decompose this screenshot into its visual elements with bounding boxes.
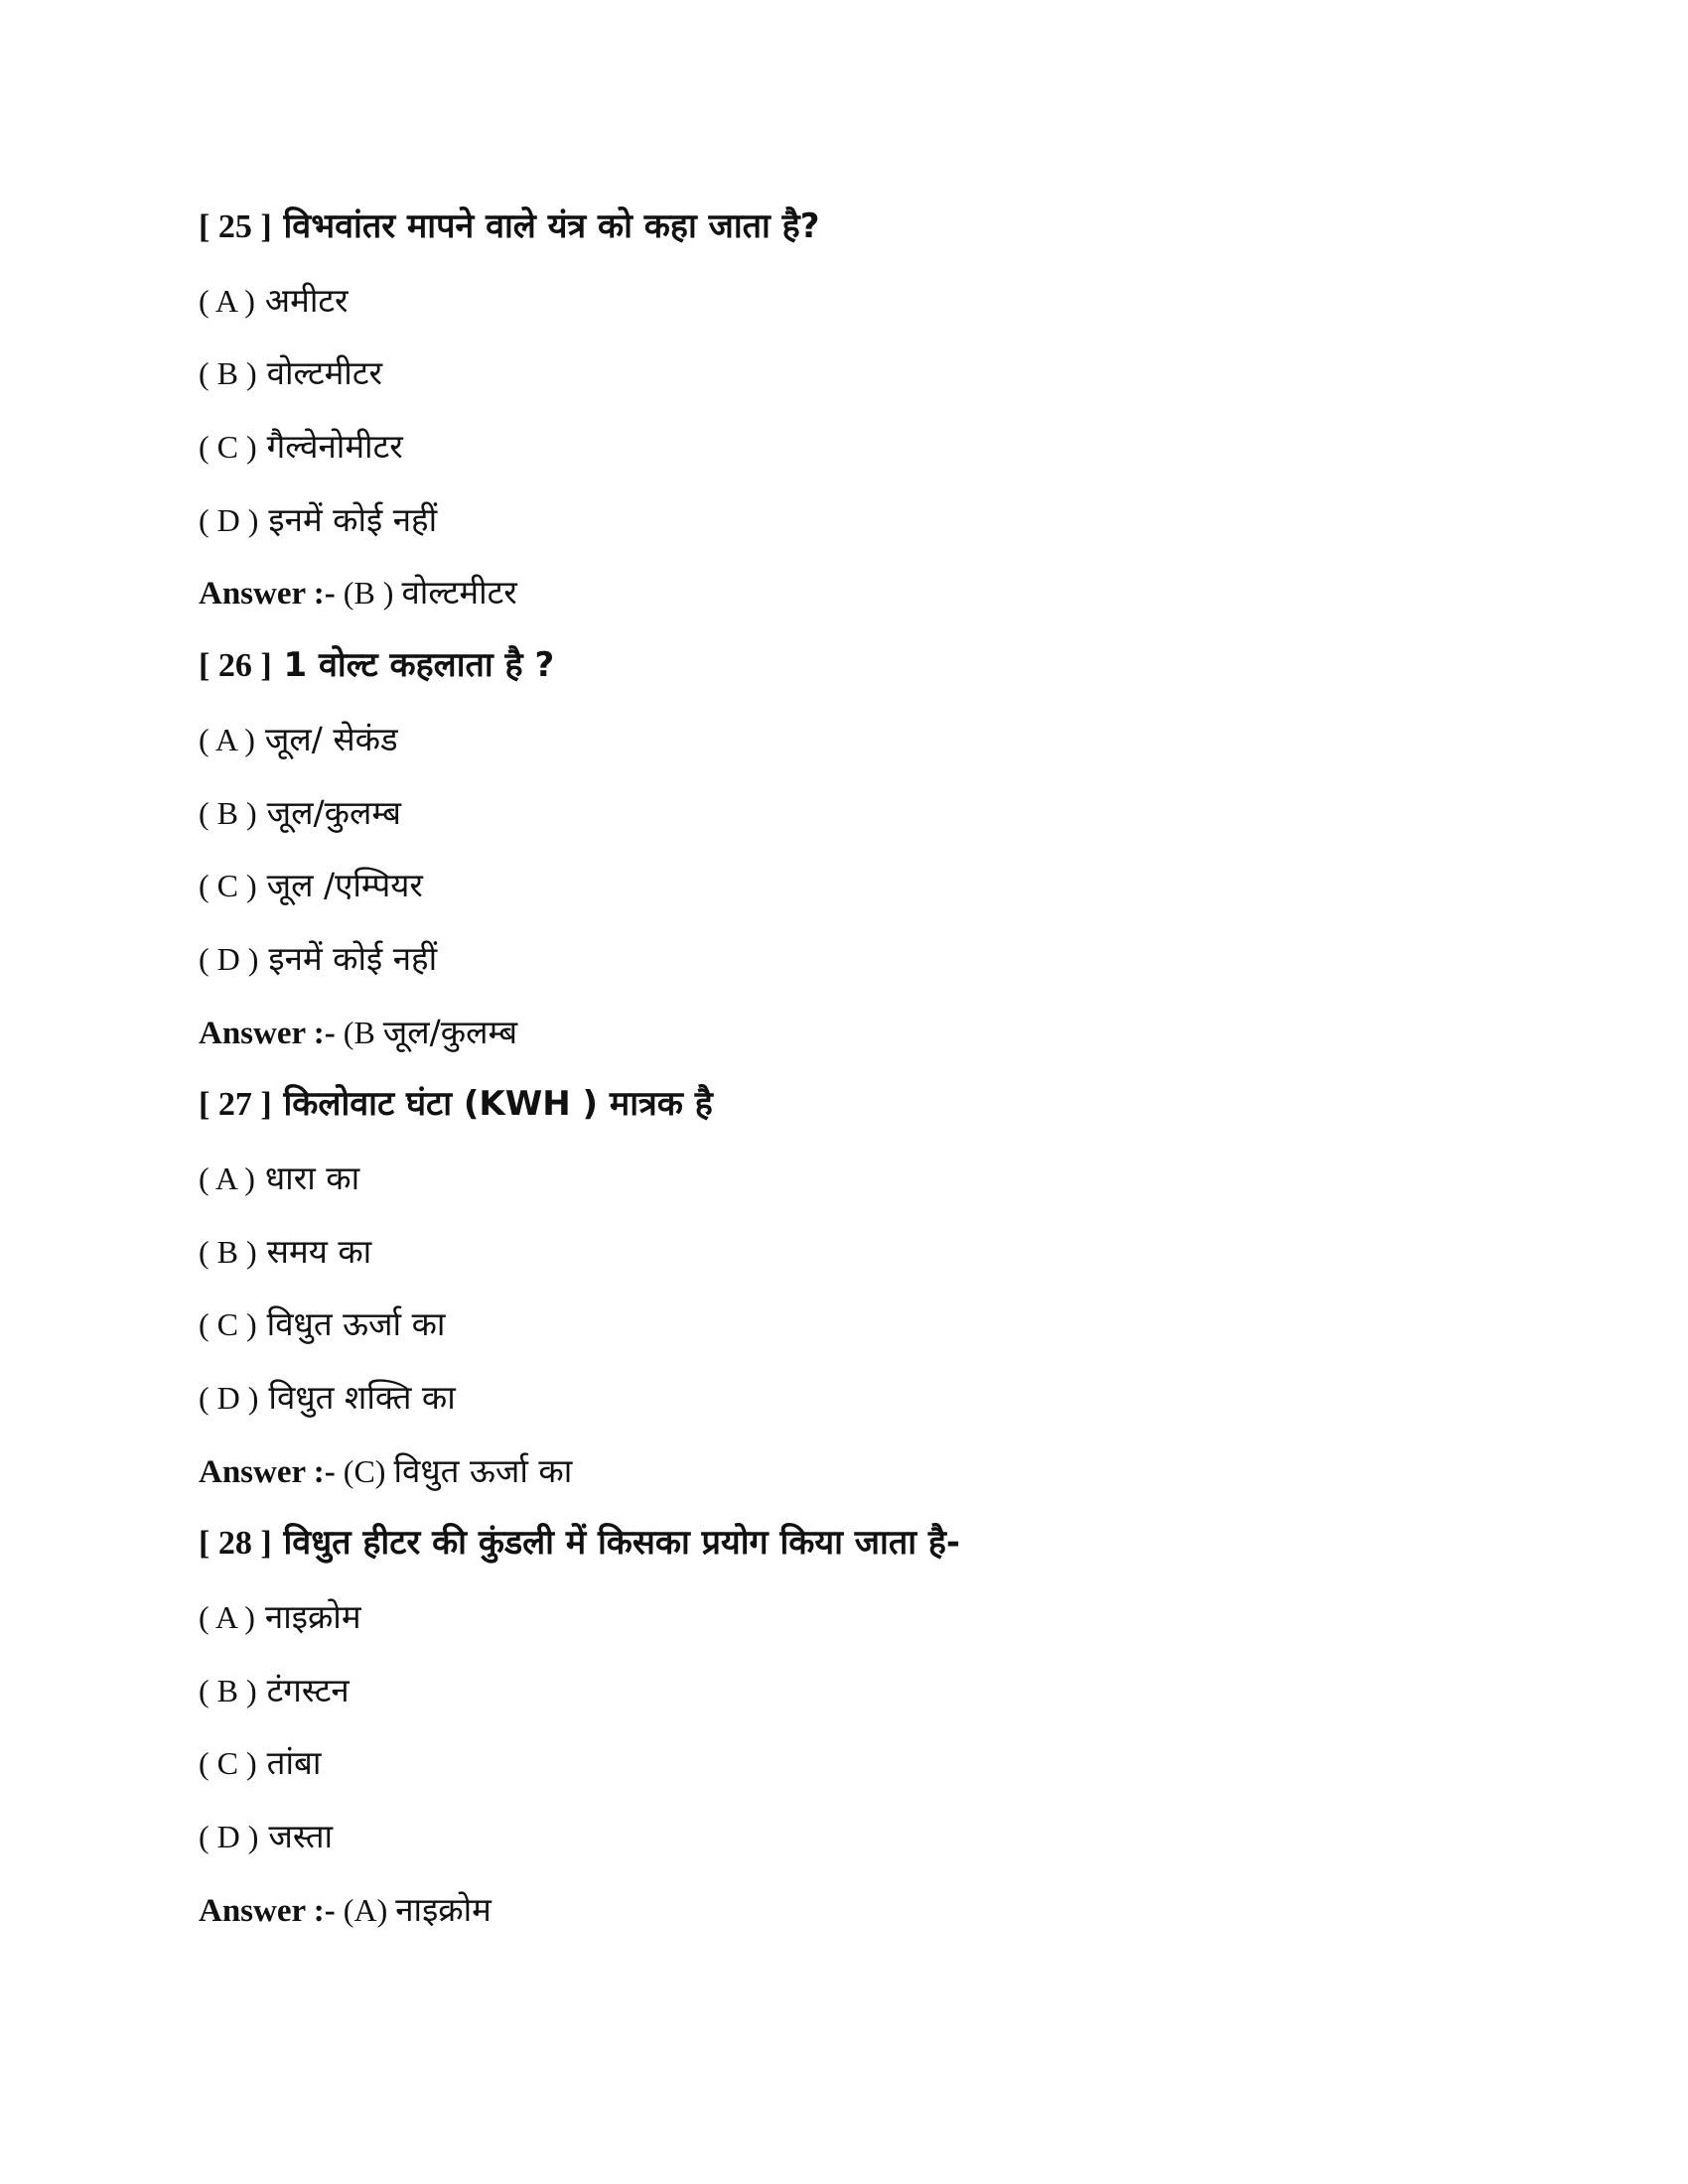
option-text: इनमें कोई नहीं	[268, 499, 438, 539]
question-heading	[199, 1068, 1589, 1142]
option-text: जस्ता	[268, 1817, 334, 1856]
question-number: [ 25 ]	[199, 208, 272, 245]
option-d	[199, 922, 1589, 996]
option-text: तांबा	[266, 1743, 322, 1783]
option-text: विधुत शक्ति का	[268, 1378, 456, 1417]
option-label: ( A )	[199, 1599, 255, 1636]
answer-line	[199, 1434, 1589, 1508]
option-text: समय का	[266, 1231, 372, 1271]
question-number: [ 26 ]	[199, 647, 272, 685]
answer-line	[199, 556, 1589, 629]
option-label: ( D )	[199, 1819, 259, 1855]
question-number: [ 27 ]	[199, 1086, 272, 1124]
answer-prefix: Answer :-	[199, 1453, 336, 1490]
question-text: विभवांतर मापने वाले यंत्र को कहा जाता है?	[283, 206, 820, 246]
option-text: गैल्वेनोमीटर	[266, 427, 403, 467]
option-c	[199, 849, 1589, 922]
option-text: इनमें कोई नहीं	[268, 938, 438, 978]
answer-text: नाइक्रोम	[395, 1889, 492, 1929]
option-d	[199, 1800, 1589, 1873]
option-c	[199, 410, 1589, 483]
question-block-25	[199, 191, 1589, 629]
option-label: ( B )	[199, 1672, 257, 1708]
option-b	[199, 776, 1589, 850]
answer-prefix: Answer :-	[199, 576, 336, 613]
option-text: जूल/कुलम्ब	[266, 792, 401, 832]
option-text: धारा का	[264, 1158, 360, 1197]
question-block-27	[199, 1068, 1589, 1507]
option-text: टंगस्टन	[266, 1670, 350, 1709]
option-a	[199, 1142, 1589, 1215]
option-b	[199, 1215, 1589, 1289]
answer-prefix: Answer :-	[199, 1892, 336, 1929]
question-text: 1 वोल्ट कहलाता है ?	[283, 645, 555, 686]
option-text: अमीटर	[264, 280, 349, 320]
option-label: ( B )	[199, 355, 257, 392]
question-text: विधुत हीटर की कुंडली में किसका प्रयोग किया जाता है-	[283, 1523, 961, 1564]
question-heading	[199, 629, 1589, 703]
option-d	[199, 483, 1589, 557]
answer-label: (A)	[343, 1891, 388, 1928]
answer-text: जूल/कुलम्ब	[382, 1012, 518, 1051]
option-label: ( A )	[199, 721, 255, 757]
option-d	[199, 1361, 1589, 1434]
option-label: ( D )	[199, 940, 259, 977]
answer-line	[199, 1873, 1589, 1947]
question-block-26	[199, 629, 1589, 1068]
option-label: ( C )	[199, 1306, 257, 1343]
option-c	[199, 1288, 1589, 1361]
option-label: ( B )	[199, 794, 257, 831]
question-heading	[199, 191, 1589, 264]
option-b	[199, 337, 1589, 410]
option-text: वोल्टमीटर	[266, 353, 382, 393]
question-block-28	[199, 1507, 1589, 1946]
option-text: नाइक्रोम	[264, 1597, 361, 1637]
answer-prefix: Answer :-	[199, 1015, 336, 1051]
answer-text: विधुत ऊर्जा का	[393, 1450, 573, 1490]
option-text: जूल/ सेकंड	[264, 719, 398, 758]
option-label: ( A )	[199, 1160, 255, 1196]
option-label: ( C )	[199, 868, 257, 904]
option-label: ( A )	[199, 282, 255, 319]
option-text: जूल /एम्पियर	[266, 866, 423, 905]
option-a	[199, 264, 1589, 338]
answer-label: (C)	[343, 1452, 386, 1489]
answer-label: (B	[343, 1014, 375, 1050]
option-label: ( D )	[199, 501, 259, 538]
answer-label: (B )	[343, 575, 394, 612]
option-text: विधुत ऊर्जा का	[266, 1304, 446, 1344]
question-number: [ 28 ]	[199, 1525, 272, 1563]
question-text: किलोवाट घंटा (KWH ) मात्रक है	[283, 1084, 713, 1125]
option-a	[199, 703, 1589, 776]
option-label: ( D )	[199, 1380, 259, 1416]
answer-line	[199, 996, 1589, 1069]
option-c	[199, 1726, 1589, 1800]
question-page	[199, 191, 1589, 1947]
option-b	[199, 1654, 1589, 1727]
option-label: ( C )	[199, 429, 257, 466]
option-label: ( B )	[199, 1233, 257, 1270]
answer-text: वोल्टमीटर	[401, 573, 517, 613]
option-label: ( C )	[199, 1745, 257, 1782]
option-a	[199, 1580, 1589, 1654]
question-heading	[199, 1507, 1589, 1580]
